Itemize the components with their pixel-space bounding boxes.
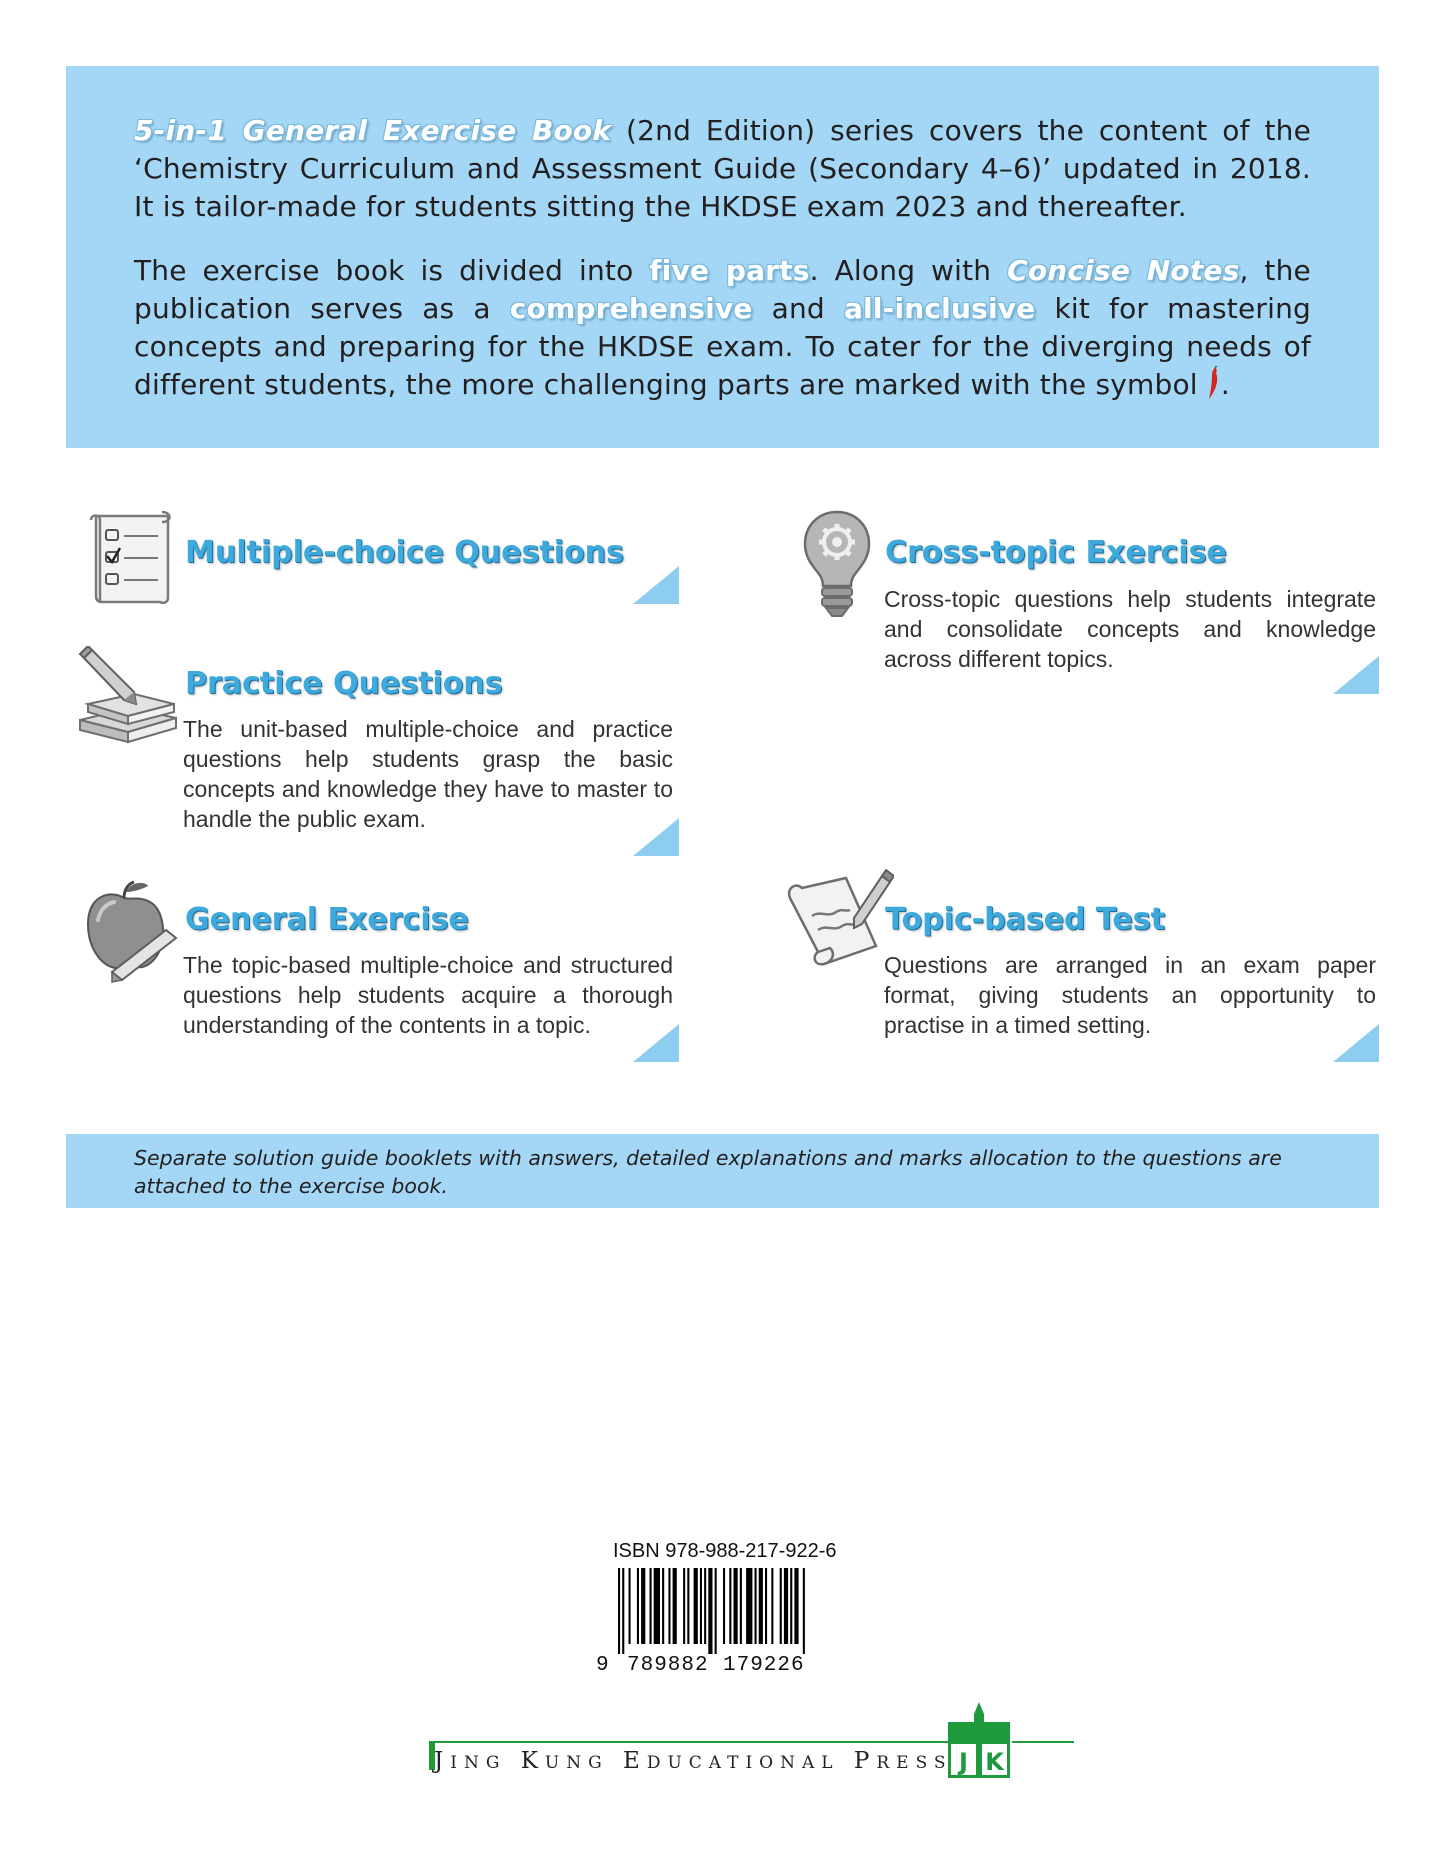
publisher-name: JING KUNG EDUCATIONAL PRESS xyxy=(434,1748,953,1774)
feature-desc-cross-topic: Cross-topic questions help students integrate and consolidate concepts and knowledge across different topics. xyxy=(884,586,1376,672)
checklist-icon xyxy=(88,510,174,606)
chili-icon xyxy=(1207,366,1221,400)
isbn-label: ISBN 978-988-217-922-6 xyxy=(613,1540,837,1562)
paper-pen-icon xyxy=(784,868,894,978)
apple-pencil-icon xyxy=(82,880,182,984)
feature-title-cross-topic: Cross-topic Exercise xyxy=(885,535,1227,570)
corner-triangle xyxy=(633,818,679,856)
corner-triangle xyxy=(633,566,679,604)
feature-desc-practice: The unit-based multiple-choice and practice questions help students grasp the basic concepts and knowledge they have to master to handle the public exam. xyxy=(183,716,673,832)
feature-title-topic-based: Topic-based Test xyxy=(885,902,1165,937)
feature-title-multiple-choice: Multiple-choice Questions xyxy=(185,535,624,570)
logo-letter-k: K xyxy=(985,1748,1004,1776)
logo-letter-j: J xyxy=(959,1748,968,1776)
intro-panel xyxy=(66,66,1379,448)
intro-paragraph-2: The exercise book is divided into five parts. Along with Concise Notes, the publication serves as a comprehensive and all-inclusive kit for mastering concepts and preparing for the HKDSE exam. To cater for the diverging needs of different students, the more challenging parts are marked with the symbol . xyxy=(134,254,1312,401)
corner-triangle xyxy=(1333,1024,1379,1062)
feature-desc-topic-based: Questions are arranged in an exam paper format, giving students an opportunity to practise in a timed setting. xyxy=(884,952,1376,1038)
feature-title-general: General Exercise xyxy=(185,902,469,937)
highlight-comprehensive: comprehensive xyxy=(509,292,753,325)
solution-note: Separate solution guide booklets with answers, detailed explanations and marks allocation to the questions are attached to the exercise book. xyxy=(66,1134,1379,1208)
highlight-concise-notes: Concise Notes xyxy=(1007,254,1240,287)
barcode xyxy=(596,1568,832,1674)
feature-desc-general: The topic-based multiple-choice and structured questions help students acquire a thorough understanding of the contents in a topic. xyxy=(183,952,673,1038)
series-title: 5-in-1 General Exercise Book xyxy=(134,114,612,147)
barcode-digit-first: 9 xyxy=(596,1654,609,1674)
books-pencil-icon xyxy=(74,646,182,746)
highlight-all-inclusive: all-inclusive xyxy=(843,292,1036,325)
corner-triangle xyxy=(1333,656,1379,694)
intro-paragraph-1: 5-in-1 General Exercise Book (2nd Edition) series covers the content of the ‘Chemistry Curriculum and Assessment Guide (Secondary 4–6)’ updated in 2018. It is tailor-made for students sitting the HKDSE exam 2023 and thereafter. xyxy=(134,114,1311,223)
jk-logo xyxy=(946,1700,1012,1780)
feature-title-practice: Practice Questions xyxy=(185,666,503,701)
barcode-digits-left: 789882 xyxy=(627,1654,709,1674)
corner-triangle xyxy=(633,1024,679,1062)
lightbulb-gear-icon xyxy=(802,510,872,620)
barcode-digits-right: 179226 xyxy=(723,1654,805,1674)
highlight-five-parts: five parts xyxy=(649,254,810,287)
